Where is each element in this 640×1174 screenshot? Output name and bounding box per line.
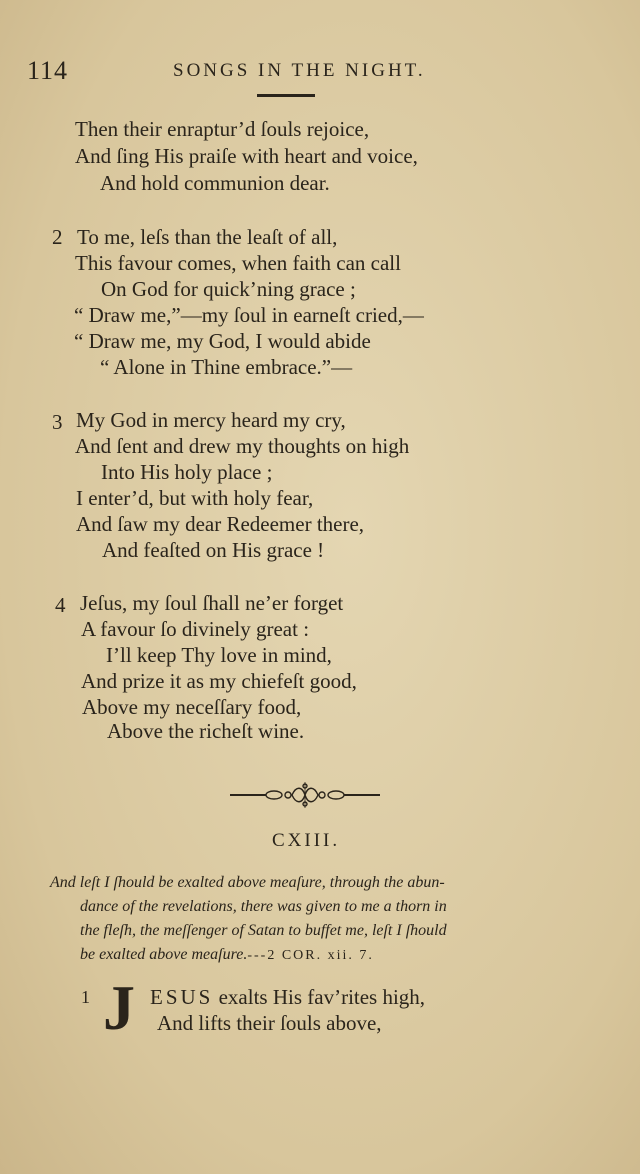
drop-cap: J: [103, 972, 135, 1043]
epigraph-line: the fleſh, the meſſenger of Satan to buffet me, leſt I ſhould: [80, 922, 447, 939]
page-number: 114: [27, 56, 69, 85]
running-title: SONGS IN THE NIGHT.: [173, 60, 426, 81]
verse-line: Into His holy place ;: [101, 460, 273, 484]
hymn-number: CXIII.: [272, 830, 341, 851]
stanza-number: 1: [81, 987, 90, 1007]
epigraph-line: And leſt I ſhould be exalted above meaſure, through the abun-: [50, 874, 445, 891]
verse-line: To me, leſs than the leaſt of all,: [77, 225, 338, 249]
verse-line: Jeſus, my ſoul ſhall ne’er forget: [80, 591, 344, 615]
epigraph-line: be exalted above meaſure.: [80, 946, 248, 963]
scripture-reference: ---2 COR. xii. 7.: [247, 948, 374, 963]
header-rule: [257, 94, 315, 97]
verse-line: On God for quick’ning grace ;: [101, 277, 356, 301]
lead-word: ESUS: [150, 985, 214, 1009]
verse-line: Above the richeſt wine.: [107, 719, 305, 743]
verse-line: My God in mercy heard my cry,: [76, 408, 346, 432]
verse-line: Above my neceſſary food,: [82, 695, 302, 719]
verse-line: [150, 985, 425, 1010]
verse-line: I’ll keep Thy love in mind,: [106, 643, 332, 667]
verse-line: I enter’d, but with holy fear,: [76, 486, 314, 510]
ornament-divider: [228, 780, 382, 810]
verse-line: And ſent and drew my thoughts on high: [75, 434, 410, 458]
verse-line: And ſing His praiſe with heart and voice,: [75, 144, 418, 168]
verse-line: And lifts their ſouls above,: [157, 1011, 382, 1035]
stanza-number: 3: [52, 410, 63, 434]
verse-line: And ſaw my dear Redeemer there,: [76, 512, 365, 536]
verse-line: “ Draw me, my God, I would abide: [74, 329, 371, 353]
page-header: [0, 56, 640, 86]
verse-line: And hold communion dear.: [100, 171, 330, 195]
verse-line: Then their enraptur’d ſouls rejoice,: [75, 117, 370, 141]
epigraph-line: dance of the revelations, there was given to me a thorn in: [80, 898, 447, 915]
verse-line: A favour ſo divinely great :: [81, 617, 310, 641]
verse-line-rest: exalts His fav’rites high,: [213, 985, 426, 1009]
verse-line: And feaſted on His grace !: [102, 538, 325, 562]
verse-line: “ Draw me,”—my ſoul in earneſt cried,—: [74, 303, 424, 327]
stanza-number: 2: [52, 225, 63, 249]
verse-line: “ Alone in Thine embrace.”—: [100, 355, 353, 379]
epigraph: [44, 871, 564, 968]
verse-line: This favour comes, when faith can call: [75, 251, 401, 275]
verse-line: And prize it as my chiefeſt good,: [81, 669, 357, 693]
stanza-number: 4: [55, 593, 66, 617]
